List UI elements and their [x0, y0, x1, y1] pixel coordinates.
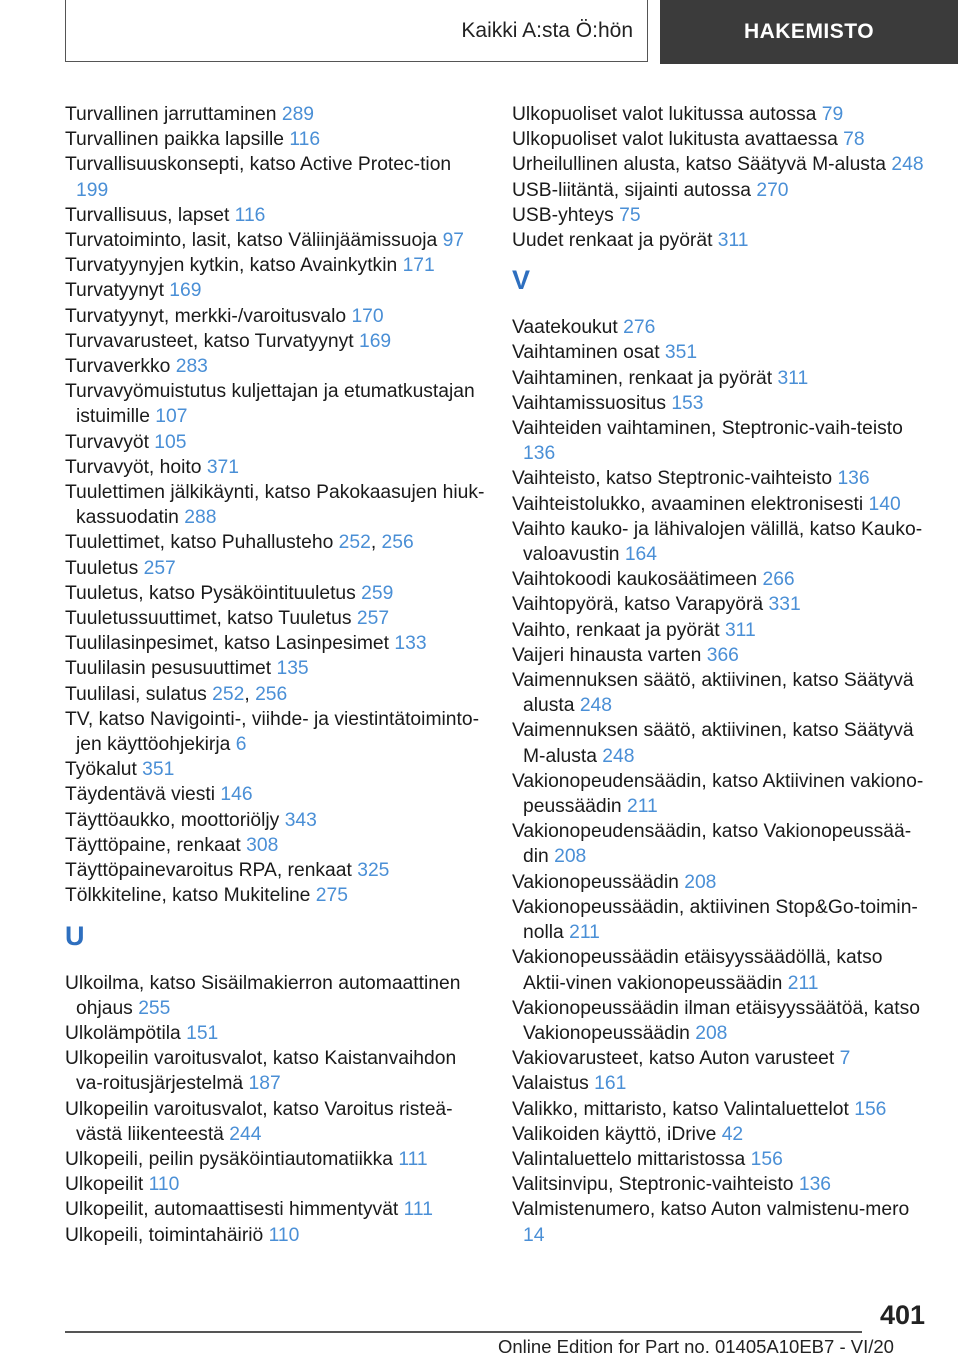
index-entry-term: Tuuletus, katso Pysäköintituuletus — [65, 582, 362, 604]
header-tabs — [65, 0, 958, 65]
index-entry-term: Ulkopeilin varoitusvalot, katso Varoitus risteä-västä liikenteestä — [65, 1098, 453, 1145]
index-entry — [65, 631, 485, 656]
index-entry — [65, 1172, 485, 1197]
page-link[interactable]: 211 — [787, 972, 819, 994]
page-link[interactable]: 270 — [756, 179, 789, 201]
index-entry — [512, 592, 927, 617]
index-entry-term: Vakionopeussäädin — [512, 871, 685, 893]
page-link[interactable]: 135 — [276, 658, 309, 680]
index-entry-term: Vaihtaminen osat — [512, 342, 665, 364]
index-entry-term: Työkalut — [65, 759, 143, 781]
index-entry — [65, 127, 485, 152]
index-entry — [512, 870, 927, 895]
index-entry-term: Vakionopeudensäädin, katso Vakionopeussää-din — [512, 821, 912, 868]
index-entry-term: Vaimennuksen säätö, aktiivinen, katso Säätyvä M-alusta — [512, 720, 914, 767]
index-entry — [512, 1097, 927, 1122]
page-link[interactable]: 289 — [281, 104, 315, 125]
index-entry — [512, 769, 927, 819]
index-entry-term: Vaihteisto, katso Steptronic-vaihteisto — [512, 468, 838, 490]
index-entry — [512, 391, 927, 416]
index-entry — [512, 996, 927, 1046]
index-entry-term: Ulkopeilin varoitusvalot, katso Kaistanvaihdon va-roitusjärjestelmä — [65, 1048, 457, 1095]
index-entry-term: Vakionopeussäädin, aktiivinen Stop&Go-toimin-nolla — [512, 896, 918, 944]
page-link[interactable]: 257 — [143, 557, 176, 579]
page-link[interactable]: 140 — [868, 493, 901, 515]
index-column-right — [512, 102, 927, 1248]
page-link[interactable]: 161 — [594, 1073, 627, 1095]
index-entry — [512, 492, 927, 517]
page-link[interactable]: 208 — [554, 846, 587, 868]
index-entry-term: Vaihtamissuositus — [512, 392, 672, 414]
page-link[interactable]: 256 — [381, 532, 414, 554]
page-link[interactable]: 331 — [768, 594, 801, 616]
index-entry-term: Turvallisuus, lapset — [65, 204, 235, 226]
index-entry-term: Turvatyynyt — [65, 280, 170, 302]
index-entry — [65, 379, 485, 429]
index-entry-term: TV, katso Navigointi-, viihde- ja viestintätoiminto-jen käyttöohjekirja — [65, 708, 480, 756]
page-link[interactable]: 288 — [184, 507, 217, 529]
index-entry-term: Ulkopeilit, automaattisesti himmentyvät — [65, 1199, 404, 1221]
index-entry-term: Ulkopeilit — [65, 1174, 149, 1196]
index-entry — [65, 253, 485, 278]
page-link[interactable]: 42 — [721, 1123, 744, 1145]
page-link[interactable]: 169 — [169, 280, 202, 302]
page-link[interactable]: 208 — [695, 1022, 728, 1044]
index-entry-term: Vaihteiden vaihtaminen, Steptronic-vaih-teisto — [512, 418, 903, 440]
page-link[interactable]: 164 — [624, 544, 657, 566]
index-entry-term: Turvatyynyjen kytkin, katso Avainkytkin — [65, 255, 403, 277]
index-entry-term: Vaimennuksen säätö, aktiivinen, katso Säätyvä alusta — [512, 670, 914, 717]
page-link[interactable]: 248 — [891, 154, 924, 176]
index-entry-term: Vakionopeussäädin ilman etäisyyssäätöä, katso Vakionopeussäädin — [512, 997, 921, 1044]
page-link[interactable]: 75 — [619, 204, 641, 226]
index-entry-term: Vaihtokoodi kaukosäätimeen — [512, 569, 763, 591]
index-entry-term: Valikoiden käyttö, iDrive — [512, 1123, 722, 1145]
index-entry-term: Täyttöpainevaroitus RPA, renkaat — [65, 860, 358, 882]
index-entry-term: Tuuletussuuttimet, katso Tuuletus — [65, 608, 357, 630]
index-entry — [512, 1172, 927, 1197]
index-entry-term: Vaihteistolukko, avaaminen elektronisesti — [512, 493, 869, 515]
index-entry — [512, 1122, 927, 1147]
index-entry-term: Turvallisuuskonsepti, katso Active Protec-tion — [65, 154, 452, 176]
index-entry — [65, 1197, 485, 1222]
index-entry-term: Tölkkiteline, katso Mukiteline — [65, 885, 316, 907]
index-column-left — [65, 102, 485, 1248]
index-entry-term: Tuulilasin pesusuuttimet — [65, 658, 277, 680]
page-link[interactable]: 136 — [523, 443, 556, 465]
index-entry-term: Turvallinen paikka lapsille — [65, 129, 290, 151]
index-entry — [65, 656, 485, 681]
index-entry-term: USB-liitäntä, sijainti autossa — [512, 179, 757, 201]
page-link[interactable]: 136 — [798, 1174, 832, 1196]
page-link[interactable]: 111 — [403, 1199, 433, 1221]
index-entry — [65, 782, 485, 807]
index-entry — [65, 152, 485, 202]
index-entry-term: Valmistenumero, katso Auton valmistenu-mero — [512, 1199, 910, 1221]
page-link[interactable]: 252 — [338, 532, 371, 554]
page-link[interactable]: 105 — [154, 431, 187, 453]
index-entry-term: Ulkolämpötila — [65, 1022, 187, 1044]
page-link[interactable]: 133 — [394, 633, 427, 655]
index-entry-term: Täyttöpaine, renkaat — [65, 834, 247, 856]
index-entry-term: Turvavyömuistutus kuljettajan ja etumatkustajan istuimille — [65, 381, 475, 428]
index-entry — [512, 618, 927, 643]
index-entry — [65, 1046, 485, 1096]
index-entry — [512, 203, 927, 228]
index-entry-term: Turvatoiminto, lasit, katso Väliinjäämissuoja — [65, 230, 443, 252]
index-entry-term: Turvavyöt — [65, 431, 155, 453]
index-entry-term: Vakionopeudensäädin, katso Aktiivinen vakiono-peussäädin — [512, 770, 924, 818]
index-entry — [65, 556, 485, 581]
index-entry — [65, 455, 485, 480]
index-entry-term: Vakionopeussäädin etäisyyssäädöllä, katso Aktii-vinen vakionopeussäädin — [512, 947, 883, 994]
page-link[interactable]: 211 — [627, 796, 658, 818]
index-entry — [512, 340, 927, 365]
page-link[interactable]: 78 — [843, 129, 865, 151]
page-link[interactable]: 136 — [837, 468, 870, 490]
page-link[interactable]: 283 — [175, 356, 208, 378]
index-entry-term: Tuulilasinpesimet, katso Lasinpesimet — [65, 633, 395, 655]
index-entry — [65, 883, 485, 908]
index-entry — [512, 643, 927, 668]
index-entry-term: Vaihto kauko- ja lähivalojen välillä, katso Kauko-valoavustin — [512, 518, 923, 566]
footer-edition: Online Edition for Part no. 01405A10EB7 - VI/20 — [498, 1336, 894, 1357]
index-entry-term: Vakiovarusteet, katso Auton varusteet — [512, 1048, 840, 1070]
index-entry — [65, 833, 485, 858]
page-link[interactable]: 257 — [356, 608, 390, 630]
page-link[interactable]: 311 — [724, 619, 756, 641]
index-entry — [65, 102, 485, 127]
index-entry-term: Tuulilasi, sulatus — [65, 683, 213, 705]
page-link[interactable]: 187 — [248, 1073, 281, 1095]
index-entry — [512, 1147, 927, 1172]
page-link[interactable]: 256 — [255, 683, 288, 705]
index-entry-term: Ulkopuoliset valot lukitusta avattaessa — [512, 129, 844, 151]
page-link[interactable]: 111 — [398, 1148, 428, 1170]
index-entry — [512, 366, 927, 391]
index-entry — [65, 304, 485, 329]
index-entry — [65, 1147, 485, 1172]
index-entry — [65, 1021, 485, 1046]
index-entry — [512, 228, 927, 253]
index-entry — [65, 581, 485, 606]
index-entry — [512, 819, 927, 869]
page-link[interactable]: 211 — [569, 922, 600, 944]
page-link[interactable]: 170 — [351, 305, 384, 327]
index-entry-term: Turvallinen jarruttaminen — [65, 104, 282, 125]
index-entry — [512, 127, 927, 152]
tab-section-label: Kaikki A:sta Ö:hön — [461, 18, 633, 42]
index-entry-term: Vaihto, renkaat ja pyörät — [512, 619, 725, 641]
page-link[interactable]: 153 — [671, 392, 704, 414]
page-link[interactable]: 252 — [212, 683, 245, 705]
page-link[interactable]: 248 — [602, 745, 635, 767]
page-link[interactable]: 171 — [402, 255, 435, 277]
index-entry — [65, 228, 485, 253]
index-entry-term: Täyttöaukko, moottoriöljy — [65, 809, 285, 831]
page-link[interactable]: 116 — [234, 204, 266, 226]
page-link[interactable]: 248 — [579, 695, 612, 717]
index-entry-term: Valitsinvipu, Steptronic-vaihteisto — [512, 1174, 799, 1196]
index-entry-term: Tuuletus — [65, 557, 144, 579]
index-entry — [65, 858, 485, 883]
index-entry-term: Valaistus — [512, 1073, 595, 1095]
index-entry-term: Vaijeri hinausta varten — [512, 644, 707, 666]
page-link[interactable]: 311 — [717, 230, 749, 252]
index-entry — [512, 466, 927, 491]
index-entry-term: Valintaluettelo mittaristossa — [512, 1148, 751, 1170]
index-entry-term: Turvaverkko — [65, 356, 176, 378]
page-link[interactable]: 151 — [186, 1022, 219, 1044]
index-entry — [65, 203, 485, 228]
index-entry-term: Turvavyöt, hoito — [65, 456, 207, 478]
index-entry — [512, 895, 927, 945]
index-entry — [65, 757, 485, 782]
index-entry — [512, 152, 927, 177]
index-entry-term: USB-yhteys — [512, 204, 620, 226]
page-link[interactable]: 14 — [523, 1224, 545, 1246]
index-entry — [65, 808, 485, 833]
index-entry: Tuulettimet, katso Puhallusteho 252, 256 — [65, 532, 414, 554]
page-number: 401 — [880, 1300, 926, 1330]
index-entry — [512, 718, 927, 768]
index-entry — [512, 1071, 927, 1096]
page-link[interactable]: 6 — [235, 734, 247, 756]
index-entry — [65, 278, 485, 303]
page-link[interactable]: 156 — [750, 1148, 783, 1170]
index-entry — [65, 606, 485, 631]
index-entry — [65, 354, 485, 379]
page-link[interactable]: 199 — [76, 179, 109, 201]
index-entry-term: Urheilullinen alusta, katso Säätyvä M-alusta — [512, 154, 892, 176]
tab-section[interactable] — [65, 0, 648, 62]
footer-divider — [65, 1331, 862, 1333]
index-entry-term: Valikko, mittaristo, katso Valintaluettelot — [512, 1098, 855, 1120]
index-entry: Tuulilasi, sulatus 252, 256 — [65, 683, 288, 705]
page-link[interactable]: 308 — [246, 834, 279, 856]
index-entry-term: Vaihtopyörä, katso Varapyörä — [512, 594, 769, 616]
page-link[interactable]: 79 — [821, 104, 844, 125]
index-entry — [65, 1097, 485, 1147]
index-entry — [65, 1223, 485, 1248]
index-entry-term: Vaatekoukut — [512, 317, 624, 339]
page-link[interactable]: 266 — [762, 569, 795, 591]
page-link[interactable]: 7 — [839, 1048, 851, 1070]
index-entry-term: Turvavarusteet, katso Turvatyynyt — [65, 330, 359, 352]
index-entry — [512, 668, 927, 718]
index-entry — [65, 971, 485, 1021]
page-link[interactable]: 351 — [664, 342, 698, 364]
index-letter-heading: U — [65, 920, 85, 951]
page-link[interactable]: 343 — [284, 809, 317, 831]
page-link[interactable]: 351 — [142, 759, 175, 781]
index-entry — [512, 567, 927, 592]
page-link[interactable]: 97 — [442, 230, 465, 252]
page-link[interactable]: 107 — [155, 406, 188, 428]
index-entry-term: Tuulettimen jälkikäynti, katso Pakokaasujen hiuk-kassuodatin — [65, 482, 485, 529]
page-link[interactable]: 169 — [358, 330, 392, 352]
page-link[interactable]: 110 — [148, 1174, 180, 1196]
page-link[interactable]: 208 — [684, 871, 717, 893]
index-entry-term: Täydentävä viesti — [65, 784, 221, 806]
index-entry — [512, 315, 927, 340]
index-entry — [512, 102, 927, 127]
index-entry-term: Tuulettimet, katso Puhallusteho — [65, 532, 339, 554]
index-entry-term: Uudet renkaat ja pyörät — [512, 230, 718, 252]
page-link[interactable]: 255 — [138, 997, 171, 1019]
page-link[interactable]: 116 — [289, 129, 321, 151]
page-link[interactable]: 311 — [777, 367, 809, 389]
index-entry — [65, 480, 485, 530]
page-link[interactable]: 259 — [361, 582, 394, 604]
index-entry-term: Turvatyynyt, merkki-/varoitusvalo — [65, 305, 352, 327]
index-entry — [512, 1046, 927, 1071]
page-link[interactable]: 156 — [854, 1098, 887, 1120]
page-link[interactable]: 110 — [268, 1224, 300, 1246]
index-entry — [512, 945, 927, 995]
index-entry — [512, 517, 927, 567]
index-entry — [512, 178, 927, 203]
index-entry — [65, 707, 485, 757]
page-link[interactable]: 276 — [623, 317, 656, 339]
index-entry — [512, 1197, 927, 1247]
index-letter-heading: V — [512, 265, 531, 296]
index-entry-term: Ulkopeili, toimintahäiriö — [65, 1224, 269, 1246]
index-entry — [65, 430, 485, 455]
tab-index[interactable] — [660, 0, 958, 64]
index-entry-term: Ulkopuoliset valot lukitussa autossa — [512, 104, 822, 125]
page-link[interactable]: 366 — [706, 644, 739, 666]
index-entry-term: Vaihtaminen, renkaat ja pyörät — [512, 367, 778, 389]
page-link[interactable]: 325 — [357, 860, 390, 882]
tab-index-label: HAKEMISTO — [743, 20, 875, 43]
page-link[interactable]: 371 — [206, 456, 239, 478]
index-entry — [512, 416, 927, 466]
page-link[interactable]: 146 — [220, 784, 253, 806]
page-link[interactable]: 244 — [229, 1123, 262, 1145]
page-link[interactable]: 275 — [315, 885, 348, 907]
index-entry-term: Ulkoilma, katso Sisäilmakierron automaattinen ohjaus — [65, 972, 461, 1019]
index-entry — [65, 329, 485, 354]
index-entry-term: Ulkopeili, peilin pysäköintiautomatiikka — [65, 1148, 399, 1170]
